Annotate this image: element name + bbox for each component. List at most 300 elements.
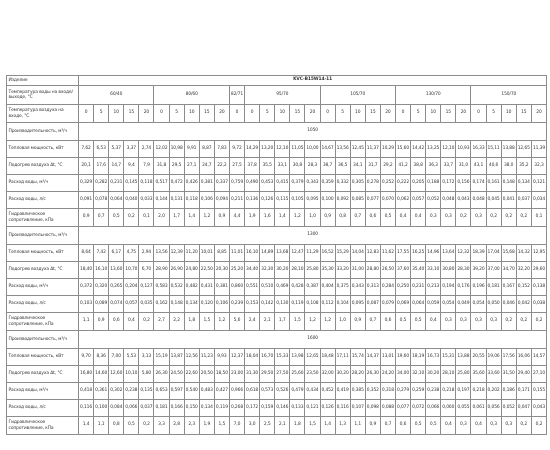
table-cell: 32,00 [320, 366, 335, 383]
table-cell: 0,121 [305, 400, 320, 417]
table-cell: 2,0 [154, 209, 169, 227]
table-cell: 1,7 [169, 209, 184, 227]
table-cell: 0,4 [441, 417, 456, 435]
row-label: Подогрев воздуха Δt, °С [7, 158, 79, 175]
air-temp-cell: 10 [184, 105, 199, 123]
table-cell: 0,6 [380, 313, 395, 331]
table-cell: 0,131 [169, 192, 184, 209]
table-cell: 12,56 [184, 349, 199, 366]
air-temp-cell: 10 [275, 105, 290, 123]
table-cell: 0,061 [471, 400, 486, 417]
table-cell: 0,517 [154, 175, 169, 192]
table-cell: 31,8 [154, 158, 169, 175]
table-cell: 0,5 [109, 209, 124, 227]
table-cell: 3,0 [245, 417, 260, 435]
table-cell: 0,064 [109, 192, 124, 209]
table-cell: 1,0 [335, 313, 350, 331]
table-cell: 17,6 [94, 158, 109, 175]
table-cell: 0,069 [395, 296, 410, 313]
table-cell: 7,9 [139, 158, 154, 175]
air-temp-cell: 5 [94, 105, 109, 123]
table-cell: 0,532 [169, 279, 184, 296]
table-cell: 0,352 [365, 383, 380, 400]
table-cell: 43,1 [471, 158, 486, 175]
table-cell: 0,265 [109, 279, 124, 296]
table-cell: 6,70 [139, 262, 154, 279]
table-cell: 0,6 [395, 417, 410, 435]
air-temp-cell: 0 [471, 105, 486, 123]
table-cell: 13,87 [169, 349, 184, 366]
table-cell: 2,74 [139, 141, 154, 158]
table-row [7, 383, 547, 400]
air-temp-cell: 20 [214, 105, 229, 123]
table-cell: 0,3 [471, 209, 486, 227]
table-cell: 0,361 [94, 383, 109, 400]
table-cell: 15,19 [154, 349, 169, 366]
table-cell: 0,2 [531, 313, 546, 331]
table-cell: 0,551 [245, 279, 260, 296]
table-cell: 9,70 [79, 349, 94, 366]
table-cell: 10,93 [456, 141, 471, 158]
table-cell: 0,573 [260, 383, 275, 400]
table-cell: 0,196 [471, 279, 486, 296]
table-cell: 30,20 [426, 366, 441, 383]
table-cell: 0,469 [275, 279, 290, 296]
table-cell: 19,06 [486, 349, 501, 366]
table-cell: 10,70 [124, 262, 139, 279]
table-cell: 1,1 [350, 417, 365, 435]
table-cell: 12,95 [531, 245, 546, 262]
table-cell: 14,7 [109, 158, 124, 175]
table-cell: 37,60 [395, 262, 410, 279]
table-cell: 29,40 [516, 366, 531, 383]
table-cell: 33,60 [486, 366, 501, 383]
table-cell: 0,250 [395, 279, 410, 296]
table-cell: 33,7 [441, 158, 456, 175]
table-cell: 27,5 [229, 158, 244, 175]
table-cell: 10,01 [199, 245, 214, 262]
performance-table [6, 75, 544, 435]
table-cell: 10,98 [169, 141, 184, 158]
table-cell: 9,4 [124, 158, 139, 175]
table-cell: 0,116 [335, 400, 350, 417]
table-cell: 0,597 [169, 383, 184, 400]
table-cell: 19,60 [395, 349, 410, 366]
table-cell: 1,9 [199, 417, 214, 435]
table-cell: 0,3 [441, 313, 456, 331]
table-row [7, 175, 547, 192]
row-label: Тепловая мощность, кВт [7, 245, 79, 262]
water-temp-group: 105/70 [320, 86, 395, 105]
table-cell: 0,3 [486, 417, 501, 435]
table-cell: 26,30 [365, 366, 380, 383]
table-cell: 0,359 [320, 175, 335, 192]
table-cell: 0,205 [411, 175, 426, 192]
table-cell: 0,860 [229, 279, 244, 296]
water-temp-group: 95/70 [245, 86, 320, 105]
table-cell: 0,7 [365, 313, 380, 331]
table-cell: 0,070 [380, 192, 395, 209]
table-cell: 18,40 [79, 262, 94, 279]
table-cell: 11,20 [184, 245, 199, 262]
row-label: Расход воды, м³/ч [7, 279, 79, 296]
table-cell: 8,36 [94, 349, 109, 366]
table-cell: 0,095 [305, 192, 320, 209]
table-cell: 0,156 [456, 175, 471, 192]
table-cell: 20,1 [79, 158, 94, 175]
table-cell: 0,035 [139, 296, 154, 313]
table-cell: 22,2 [214, 158, 229, 175]
table-cell: 0,135 [139, 383, 154, 400]
row-label: Расход воды, л/с [7, 192, 79, 209]
table-cell: 26,30 [154, 366, 169, 383]
table-cell: 35,2 [516, 158, 531, 175]
table-cell: 0,5 [411, 313, 426, 331]
table-cell: 0,041 [501, 192, 516, 209]
table-cell: 31,7 [365, 158, 380, 175]
table-cell: 0,046 [501, 296, 516, 313]
air-temp-cell: 5 [486, 105, 501, 123]
air-temp-cell: 5 [260, 105, 275, 123]
table-cell: 0,7 [94, 209, 109, 227]
table-cell: 0,483 [199, 383, 214, 400]
table-cell: 13,56 [335, 141, 350, 158]
table-cell: 0,106 [199, 192, 214, 209]
table-cell: 28,10 [441, 366, 456, 383]
table-cell: 0,079 [380, 296, 395, 313]
water-temp-group: 150/70 [471, 86, 547, 105]
table-cell: 0,045 [486, 192, 501, 209]
table-cell: 0,181 [154, 400, 169, 417]
table-cell: 1,5 [305, 417, 320, 435]
table-cell: 6,53 [94, 141, 109, 158]
air-temp-cell: 0 [395, 105, 410, 123]
table-cell: 0,282 [94, 175, 109, 192]
table-cell: 2,3 [184, 417, 199, 435]
table-cell: 0,126 [320, 400, 335, 417]
air-temp-cell: 5 [169, 105, 184, 123]
water-temp-row [7, 86, 547, 105]
table-cell: 0,188 [426, 175, 441, 192]
table-cell: 0,3 [486, 313, 501, 331]
table-cell: 28,30 [456, 262, 471, 279]
table-cell: 0,072 [411, 400, 426, 417]
water-temp-group: 80/60 [154, 86, 229, 105]
table-cell: 0,3 [426, 209, 441, 227]
table-cell: 0,222 [395, 175, 410, 192]
table-cell: 0,057 [411, 192, 426, 209]
table-cell: 29,5 [169, 158, 184, 175]
table-cell: 0,176 [456, 279, 471, 296]
table-cell: 0,426 [184, 175, 199, 192]
table-cell: 1,3 [335, 417, 350, 435]
table-cell: 34,70 [501, 262, 516, 279]
table-cell: 0,202 [486, 383, 501, 400]
air-temp-cell: 15 [441, 105, 456, 123]
table-cell: 32,20 [516, 262, 531, 279]
airflow-row [7, 331, 547, 349]
table-cell: 0,043 [456, 192, 471, 209]
model-name: KVC-B15W14-11 [79, 76, 547, 86]
table-cell: 13,98 [290, 349, 305, 366]
table-cell: 3,3 [154, 417, 169, 435]
table-cell: 6,17 [109, 245, 124, 262]
table-cell: 40,6 [486, 158, 501, 175]
table-cell: 13,68 [275, 245, 290, 262]
table-cell: 0,144 [154, 192, 169, 209]
table-cell: 0,318 [380, 383, 395, 400]
table-cell: 15,60 [395, 141, 410, 158]
table-cell: 0,095 [350, 296, 365, 313]
table-cell: 29,50 [260, 366, 275, 383]
table-cell: 37,00 [486, 262, 501, 279]
table-cell: 0,050 [486, 296, 501, 313]
table-cell: 0,526 [275, 383, 290, 400]
table-cell: 0,653 [154, 383, 169, 400]
table-cell: 0,037 [516, 192, 531, 209]
table-cell: 16,70 [260, 349, 275, 366]
table-row [7, 313, 547, 331]
table-cell: 0,056 [486, 400, 501, 417]
table-cell: 11,39 [531, 141, 546, 158]
table-cell: 31,0 [456, 158, 471, 175]
table-cell: 17,04 [486, 245, 501, 262]
table-cell: 0,038 [531, 296, 546, 313]
air-temp-cell: 0 [229, 105, 244, 123]
table-cell: 1,4 [320, 417, 335, 435]
table-cell: 0,104 [335, 296, 350, 313]
table-cell: 13,20 [260, 141, 275, 158]
table-cell: 0,434 [305, 383, 320, 400]
air-temp-cell: 20 [139, 105, 154, 123]
table-cell: 16,10 [245, 245, 260, 262]
table-cell: 0,167 [501, 279, 516, 296]
air-temp-cell: 20 [305, 105, 320, 123]
table-cell: 0,146 [275, 400, 290, 417]
row-label: Расход воды, л/с [7, 296, 79, 313]
table-cell: 0,037 [139, 400, 154, 417]
table-cell: 0,218 [471, 383, 486, 400]
table-cell: 0,105 [290, 192, 305, 209]
table-cell: 1,0 [305, 209, 320, 227]
table-cell: 0,3 [501, 417, 516, 435]
table-cell: 4,4 [229, 209, 244, 227]
table-cell: 0,4 [471, 417, 486, 435]
table-cell: 13,01 [380, 349, 395, 366]
table-cell: 20,50 [199, 366, 214, 383]
table-cell: 32,3 [531, 158, 546, 175]
table-cell: 0,181 [486, 279, 501, 296]
table-cell: 0,048 [471, 192, 486, 209]
table-cell: 0,148 [169, 296, 184, 313]
air-temp-cell: 15 [199, 105, 214, 123]
table-cell: 0,142 [260, 296, 275, 313]
airflow-label: Производительность, м³/ч [7, 227, 79, 245]
table-cell: 0,343 [305, 175, 320, 192]
table-cell: 23,50 [305, 366, 320, 383]
table-row [7, 417, 547, 435]
air-temp-cell: 10 [109, 105, 124, 123]
table-cell: 0,3 [456, 313, 471, 331]
table-cell: 32,10 [411, 366, 426, 383]
table-cell: 0,092 [335, 192, 350, 209]
table-cell: 11,05 [290, 141, 305, 158]
table-cell: 0,118 [139, 175, 154, 192]
table-cell: 0,320 [94, 279, 109, 296]
table-cell: 18,19 [411, 349, 426, 366]
table-cell: 0,118 [184, 192, 199, 209]
table-cell: 0,259 [411, 383, 426, 400]
table-cell: 0,064 [411, 296, 426, 313]
table-cell: 1,8 [184, 313, 199, 331]
table-cell: 0,7 [350, 209, 365, 227]
table-cell: 29,60 [531, 262, 546, 279]
table-cell: 0,5 [395, 313, 410, 331]
table-cell: 12,65 [516, 141, 531, 158]
table-cell: 0,2 [516, 417, 531, 435]
table-cell: 0,415 [275, 175, 290, 192]
table-cell: 15,29 [335, 245, 350, 262]
table-cell: 0,107 [350, 400, 365, 417]
table-cell: 0,043 [531, 400, 546, 417]
table-cell: 0,087 [365, 296, 380, 313]
table-cell: 0,148 [501, 175, 516, 192]
row-label: Расход воды, л/с [7, 400, 79, 417]
table-cell: 0,5 [380, 209, 395, 227]
airflow-value: 1600 [79, 331, 547, 349]
table-cell: 13,56 [154, 245, 169, 262]
table-cell: 15,74 [350, 349, 365, 366]
table-cell: 17,11 [335, 349, 350, 366]
table-cell: 24,20 [380, 366, 395, 383]
table-cell: 0,419 [335, 383, 350, 400]
table-cell: 35,5 [260, 158, 275, 175]
airflow-row [7, 123, 547, 141]
table-cell: 0,278 [365, 175, 380, 192]
table-cell: 0,089 [94, 296, 109, 313]
table-cell: 1,4 [79, 417, 94, 435]
table-cell: 7,42 [94, 245, 109, 262]
table-row [7, 296, 547, 313]
model-label: Изделие [7, 76, 79, 86]
table-row [7, 349, 547, 366]
table-cell: 0,162 [154, 296, 169, 313]
table-cell: 0,103 [79, 296, 94, 313]
table-cell: 0,1 [139, 209, 154, 227]
table-cell: 1,5 [290, 313, 305, 331]
air-temp-row [7, 105, 547, 123]
table-cell: 10,00 [305, 141, 320, 158]
table-cell: 2,1 [275, 417, 290, 435]
table-cell: 13,25 [426, 141, 441, 158]
table-cell: 25,20 [229, 262, 244, 279]
table-cell: 0,2 [486, 209, 501, 227]
table-cell: 0,066 [426, 400, 441, 417]
table-cell: 0,2 [516, 313, 531, 331]
table-cell: 29,2 [380, 158, 395, 175]
table-cell: 1,2 [214, 313, 229, 331]
table-cell: 0,379 [290, 175, 305, 192]
table-cell: 18,50 [214, 366, 229, 383]
air-temp-cell: 10 [426, 105, 441, 123]
table-cell: 0,3 [441, 209, 456, 227]
airflow-label: Производительность, м³/ч [7, 331, 79, 349]
table-cell: 0,088 [380, 400, 395, 417]
table-cell: 0,427 [214, 383, 229, 400]
air-temp-cell: 0 [245, 105, 260, 123]
table-cell: 1,2 [320, 313, 335, 331]
table-cell: 0,2 [501, 209, 516, 227]
row-label: Гидравлическое сопротивление, кПа [7, 313, 79, 331]
table-cell: 25,80 [305, 262, 320, 279]
table-cell: 0,2 [139, 417, 154, 435]
table-cell: 0,3 [456, 417, 471, 435]
table-cell: 20,30 [214, 262, 229, 279]
table-cell: 2,7 [154, 313, 169, 331]
table-cell: 0,583 [154, 279, 169, 296]
table-cell: 36,3 [426, 158, 441, 175]
table-cell: 2,8 [169, 417, 184, 435]
table-cell: 5,80 [139, 366, 154, 383]
table-cell: 8,87 [199, 141, 214, 158]
table-cell: 12,47 [290, 245, 305, 262]
table-cell: 0,052 [501, 400, 516, 417]
table-cell: 14,29 [245, 141, 260, 158]
table-cell: 0,6 [109, 313, 124, 331]
table-cell: 0,4 [395, 209, 410, 227]
table-cell: 0,231 [411, 279, 426, 296]
table-cell: 0,9 [350, 313, 365, 331]
table-cell: 0,1 [531, 209, 546, 227]
table-cell: 0,9 [365, 417, 380, 435]
table-cell: 0,4 [411, 209, 426, 227]
table-cell: 5,37 [109, 141, 124, 158]
table-row [7, 158, 547, 175]
table-cell: 0,759 [229, 175, 244, 192]
table-cell: 34,00 [395, 366, 410, 383]
table-row [7, 209, 547, 227]
table-cell: 0,115 [275, 192, 290, 209]
table-cell: 0,9 [214, 209, 229, 227]
table-cell: 0,381 [199, 175, 214, 192]
table-cell: 0,153 [245, 296, 260, 313]
table-row [7, 279, 547, 296]
table-cell: 0,098 [365, 400, 380, 417]
table-cell: 0,047 [516, 400, 531, 417]
table-cell: 0,085 [350, 192, 365, 209]
table-cell: 11,29 [305, 245, 320, 262]
table-cell: 0,150 [184, 400, 199, 417]
table-cell: 0,091 [79, 192, 94, 209]
table-cell: 26,50 [380, 262, 395, 279]
table-cell: 23,00 [229, 366, 244, 383]
table-cell: 2,94 [139, 245, 154, 262]
table-cell: 7,0 [229, 417, 244, 435]
table-cell: 0,078 [94, 192, 109, 209]
table-cell: 18,04 [245, 349, 260, 366]
air-temp-cell: 10 [501, 105, 516, 123]
table-cell: 0,381 [214, 279, 229, 296]
table-cell: 12,45 [350, 141, 365, 158]
table-cell: 13,60 [109, 262, 124, 279]
table-cell: 13,88 [501, 141, 516, 158]
table-cell: 15,11 [486, 141, 501, 158]
table-cell: 28,80 [365, 262, 380, 279]
table-cell: 0,510 [260, 279, 275, 296]
table-cell: 33,20 [335, 262, 350, 279]
air-temp-cell: 10 [350, 105, 365, 123]
table-cell: 14,89 [260, 245, 275, 262]
